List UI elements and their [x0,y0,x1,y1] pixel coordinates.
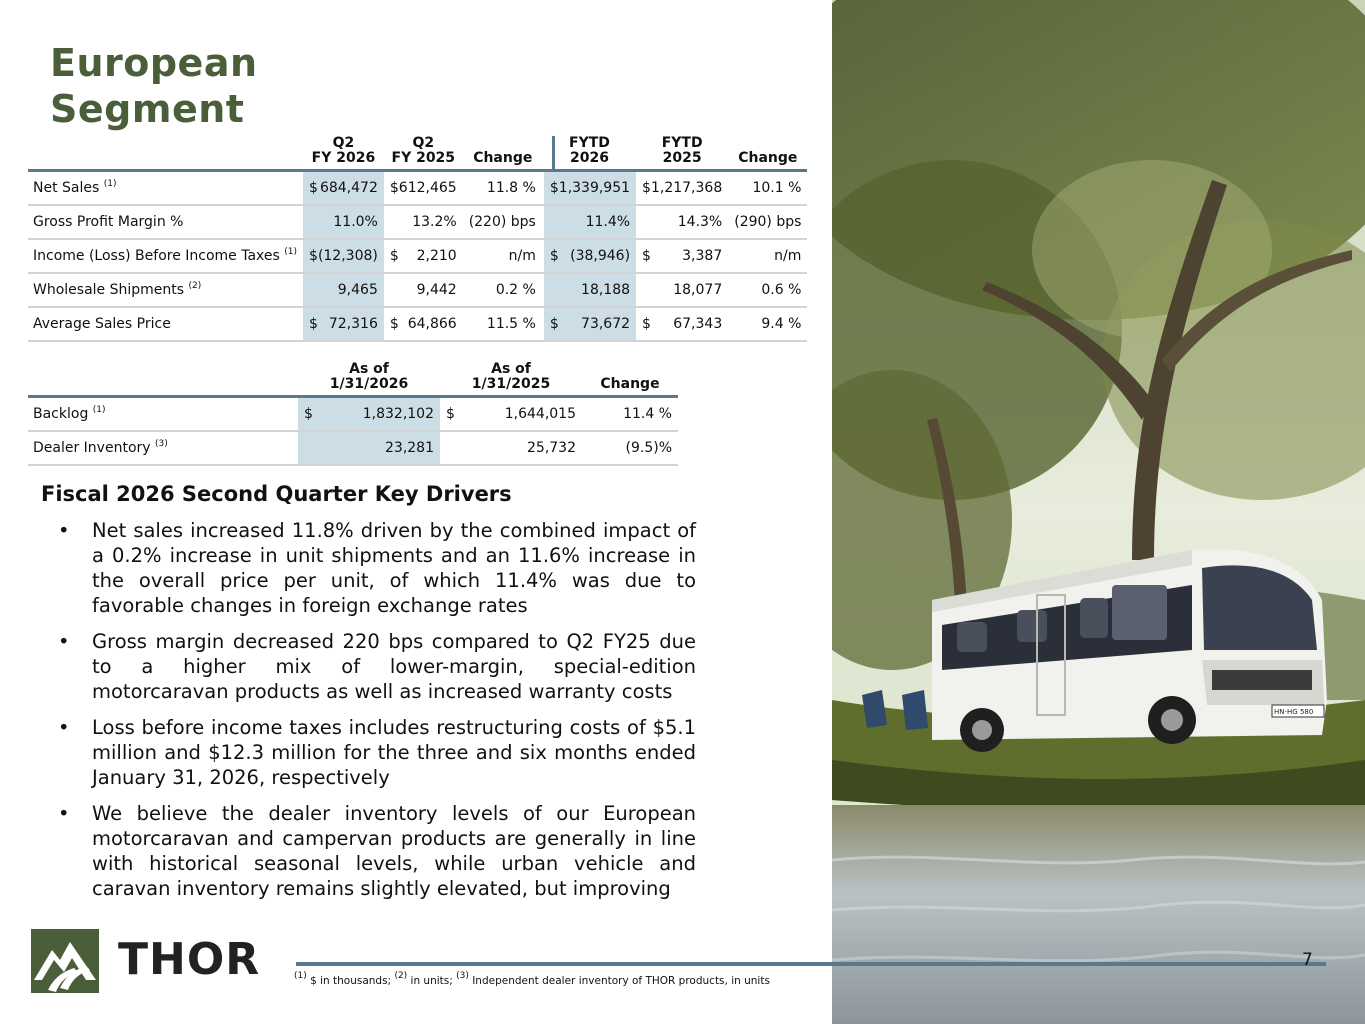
cell-value: (290) bps [734,214,802,230]
bullet-dot-icon: • [58,802,70,825]
cell-value: 9,465 [337,282,378,298]
cell-value: 0.6 % [761,282,802,298]
cell-value: 67,343 [673,316,723,332]
footnote-marker: (1) [294,971,307,981]
driver-bullet [58,801,696,901]
motorhome-photo [832,0,1365,1024]
row-label [28,397,298,432]
row-footnote-marker: (1) [103,179,117,189]
cell-value: (38,946) [570,248,631,264]
segment-results-table [28,136,807,342]
cell-value: 10.1 % [752,180,802,196]
cell-value: 23,281 [385,440,434,456]
table-cell [298,431,440,465]
col-header: Change [728,136,807,171]
row-label [28,171,303,206]
currency-symbol: $ [389,316,399,332]
cell-value: 14.3% [677,214,723,230]
footnotes [294,971,770,987]
table-cell [636,205,728,239]
cell-value: 1,217,368 [650,180,723,196]
cell-value: 1,832,102 [362,406,434,422]
table-row [28,205,807,239]
currency-symbol: $ [549,180,559,196]
cell-value: 18,188 [581,282,631,298]
cell-value: (9.5)% [625,440,672,456]
cell-value: 1,339,951 [558,180,631,196]
col-header: FYTD 2026 [543,136,636,171]
cell-value: 13.2% [412,214,457,230]
license-plate-text: HN-HG 580 [1274,708,1314,716]
drivers-list [58,518,696,912]
row-label [28,307,303,341]
currency-symbol: $ [446,406,455,422]
cell-value: 0.2 % [495,282,536,298]
table-header-row [28,136,807,171]
footnote-text: $ in thousands; [306,975,395,987]
table-cell [463,205,543,239]
row-label [28,431,298,465]
table-cell [463,273,543,307]
cell-value: n/m [508,248,536,264]
footnote-text: Independent dealer inventory of THOR products, in units [468,975,770,987]
cell-value: (220) bps [468,214,536,230]
cell-value: (12,308) [317,248,378,264]
table-cell [543,205,636,239]
table-cell [728,205,807,239]
page-number: 7 [1302,950,1313,970]
cell-value: 9,442 [416,282,457,298]
cell-value: 11.5 % [486,316,536,332]
cell-value: 3,387 [682,248,723,264]
currency-symbol: $ [549,248,559,264]
currency-symbol: $ [389,180,399,196]
table-cell [440,431,582,465]
cell-value: 72,316 [328,316,378,332]
header-label [28,362,298,397]
table-cell [298,397,440,432]
table-cell [582,397,678,432]
table-row [28,431,678,465]
table-cell [728,239,807,273]
currency-symbol: $ [304,406,313,422]
row-label-text: Net Sales [33,180,100,196]
table-header-row [28,362,678,397]
cell-value: 11.4 % [623,406,672,422]
table-row [28,273,807,307]
row-footnote-marker: (1) [92,405,106,415]
footer-divider [296,962,1326,966]
bullet-text: Loss before income taxes includes restructuring costs of $5.1 million and $12.3 million for the three and six months ended January 31, 2026, respectively [92,716,696,789]
cell-value: 684,472 [319,180,378,196]
row-label [28,239,303,273]
table-cell [636,273,728,307]
motorhome-illustration [832,0,1365,1024]
row-label [28,273,303,307]
footnote-marker: (3) [456,971,469,981]
row-label [28,205,303,239]
row-footnote-marker: (3) [155,439,168,449]
bullet-text: Net sales increased 11.8% driven by the combined impact of a 0.2% increase in unit shipments and an 11.6% increase in the overall price per unit, of which 11.4% was due to favorable changes in foreign exchange rates [92,519,696,617]
table-cell [384,205,463,239]
table-cell [303,205,384,239]
row-label-text: Wholesale Shipments [33,282,185,298]
thor-mountain-icon [30,928,100,994]
col-header: As of 1/31/2026 [298,362,440,397]
bullet-text: Gross margin decreased 220 bps compared to Q2 FY25 due to a higher mix of lower-margin, special-edition motorcaravan products as well as increased warranty costs [92,630,696,703]
table-cell [384,171,463,206]
row-label-text: Gross Profit Margin % [33,214,184,230]
table-cell [303,239,384,273]
table-cell [303,171,384,206]
cell-value: 1,644,015 [504,406,576,422]
table-cell [582,431,678,465]
currency-symbol: $ [309,248,318,264]
cell-value: 9.4 % [761,316,802,332]
table-cell [636,239,728,273]
currency-symbol: $ [549,316,559,332]
table-cell [543,171,636,206]
table-row [28,239,807,273]
table-cell [728,273,807,307]
table-cell [463,307,543,341]
row-label-text: Income (Loss) Before Income Taxes [33,248,280,264]
title-line-2: Segment [50,87,245,131]
table-cell [384,307,463,341]
table-row [28,397,678,432]
currency-symbol: $ [309,316,318,332]
footnote-marker: (2) [394,971,408,981]
table-cell [303,273,384,307]
col-header: FYTD 2025 [636,136,728,171]
bullet-dot-icon: • [58,519,70,542]
logo-wordmark: THOR [118,934,261,985]
table-cell [636,307,728,341]
cell-value: 11.8 % [486,180,536,196]
table-row [28,307,807,341]
cell-value: 18,077 [673,282,723,298]
col-header: Q2 FY 2026 [303,136,384,171]
cell-value: n/m [774,248,802,264]
table-cell [384,239,463,273]
cell-value: 73,672 [581,316,631,332]
currency-symbol: $ [309,180,318,196]
table-cell [728,307,807,341]
col-header: Q2 FY 2025 [384,136,463,171]
bullet-dot-icon: • [58,630,70,653]
row-label-text: Average Sales Price [33,316,171,332]
drivers-heading: Fiscal 2026 Second Quarter Key Drivers [41,482,512,506]
col-header: Change [582,362,678,397]
row-footnote-marker: (1) [284,247,298,257]
bullet-text: We believe the dealer inventory levels of our European motorcaravan and campervan products are generally in line with historical seasonal levels, while urban vehicle and caravan inventory remains slightly elevated, but improving [92,802,696,900]
cell-value: 2,210 [416,248,457,264]
driver-bullet [58,715,696,790]
cell-value: 25,732 [527,440,576,456]
footnote-text: in units; [407,975,457,987]
cell-value: 612,465 [398,180,457,196]
col-header: As of 1/31/2025 [440,362,582,397]
cell-value: 11.0% [333,214,378,230]
currency-symbol: $ [642,180,651,196]
col-header: Change [463,136,543,171]
row-label-text: Dealer Inventory [33,440,151,456]
table-cell [636,171,728,206]
header-label [28,136,303,171]
page-title [50,40,258,132]
currency-symbol: $ [642,248,651,264]
title-line-1: European [50,41,258,85]
table-cell [543,307,636,341]
backlog-inventory-table [28,362,678,466]
driver-bullet [58,518,696,618]
table-cell [384,273,463,307]
bullet-dot-icon: • [58,716,70,739]
table-cell [463,171,543,206]
row-footnote-marker: (2) [188,281,202,291]
row-label-text: Backlog [33,406,89,422]
table-cell [303,307,384,341]
currency-symbol: $ [389,248,399,264]
thor-logo [30,928,261,998]
table-cell [463,239,543,273]
cell-value: 64,866 [407,316,457,332]
table-cell [543,273,636,307]
table-cell [543,239,636,273]
driver-bullet [58,629,696,704]
table-cell [728,171,807,206]
table-cell [440,397,582,432]
cell-value: 11.4% [585,214,631,230]
table-row [28,171,807,206]
currency-symbol: $ [642,316,651,332]
